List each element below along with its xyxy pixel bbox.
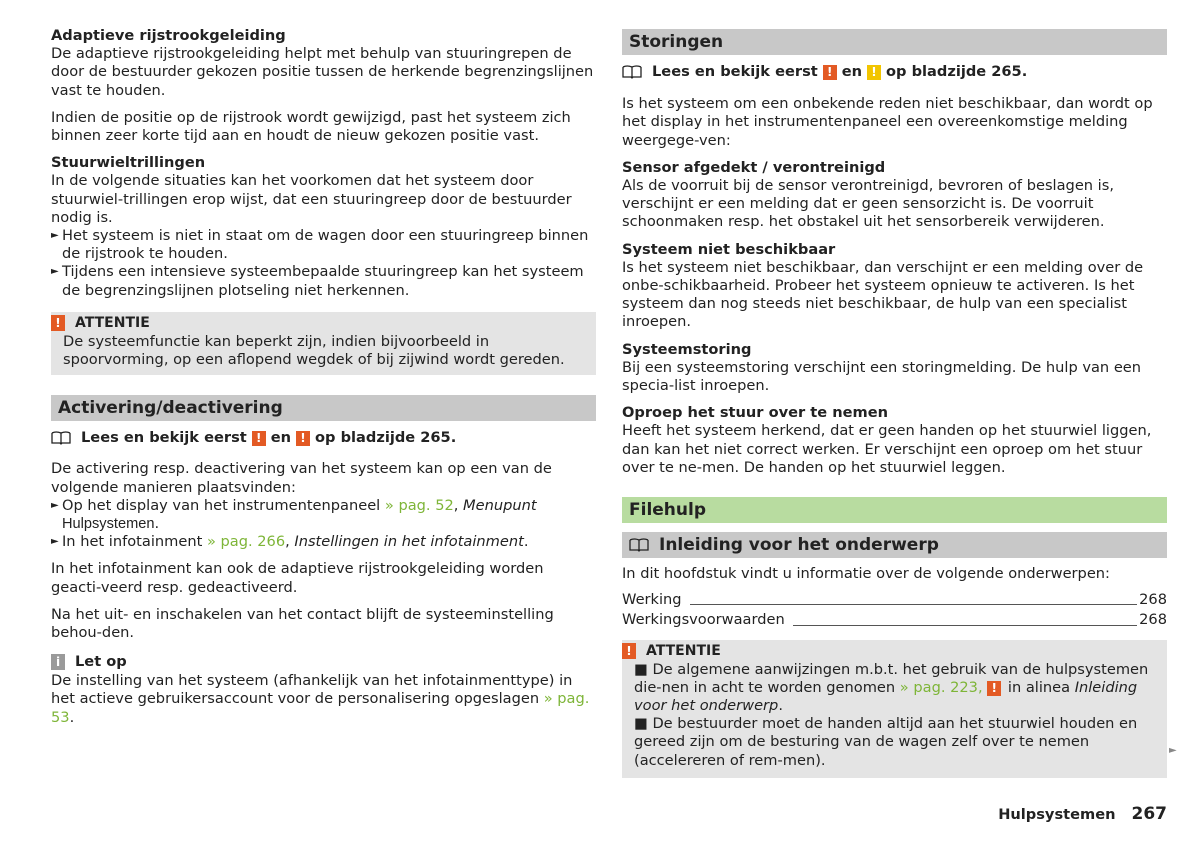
- paragraph: Na het uit- en inschakelen van het contact blijft de systeeminstelling behou-den.: [51, 605, 554, 642]
- warning-box: [622, 640, 1167, 778]
- heading-steering-vibration: Stuurwieltrillingen: [51, 154, 206, 172]
- toc-entry[interactable]: Werking 268: [622, 591, 1167, 609]
- paragraph: In de volgende situaties kan het voorkomen dat het systeem door stuurwiel-trillingen erop wijst, dat een stuuringreep door de bestuurder nodig is.: [51, 172, 572, 226]
- heading-system-fault: Systeemstoring: [622, 340, 752, 358]
- warning-icon: !: [51, 315, 65, 331]
- page-link[interactable]: » pag. 266: [206, 533, 286, 551]
- warning-icon: !: [296, 431, 310, 446]
- triangle-bullet-icon: ►: [51, 230, 59, 242]
- warning-body: [622, 661, 1167, 778]
- heading-take-over: Oproep het stuur over te nemen: [622, 404, 889, 422]
- book-icon: [51, 431, 71, 445]
- caution-icon: !: [867, 65, 881, 80]
- paragraph: Indien de positie op de rijstrook wordt gewijzigd, past het systeem zich binnen zeer korte tijd aan en houdt de nieuw gekozen positie vast.: [51, 108, 571, 145]
- page-link[interactable]: » pag. 223,: [899, 678, 983, 696]
- warning-box: [51, 312, 596, 375]
- warning-icon: !: [622, 643, 636, 659]
- chapter-name: Hulpsystemen: [998, 806, 1116, 823]
- heading-sensor: Sensor afgedekt / verontreinigd: [622, 158, 886, 176]
- right-column: [622, 29, 1167, 778]
- paragraph: Als de voorruit bij de sensor verontreinigd, bevroren of beslagen is, verschijnt er een melding dat er geen sensorzicht is. De voorruit schoonmaken resp. het obstakel uit het sensorbereik verwijderen.: [622, 177, 1114, 231]
- section-header-activation: Activering/deactivering: [51, 395, 596, 421]
- warning-item: ■ De algemene aanwijzingen m.b.t. het gebruik van de hulpsystemen die-nen in acht te worden genomen » pag. 223, ! in alinea Inleiding voor het onderwerp.: [634, 660, 1149, 715]
- list-item: ► Op het display van het instrumentenpaneel » pag. 52, Menupunt Hulpsystemen.: [51, 496, 537, 533]
- reference-line: Lees en bekijk eerst ! en ! op bladzijde 265.: [51, 429, 596, 447]
- note-header: i Let op: [51, 652, 596, 672]
- triangle-bullet-icon: ►: [51, 266, 59, 278]
- list-item: ► Het systeem is niet in staat om de wagen door een stuuringreep binnen de rijstrook te houden.: [51, 227, 589, 263]
- paragraph: In dit hoofdstuk vindt u informatie over de volgende onderwerpen:: [622, 565, 1110, 583]
- warning-header: ! ATTENTIE: [622, 641, 1167, 661]
- section-header-traffic-jam: Filehulp: [622, 497, 1167, 523]
- list-item: ► In het infotainment » pag. 266, Instellingen in het infotainment.: [51, 533, 529, 551]
- book-icon: [622, 65, 642, 79]
- warning-header: ! ATTENTIE: [51, 313, 596, 333]
- reference-line: Lees en bekijk eerst ! en ! op bladzijde 265.: [622, 63, 1167, 81]
- paragraph: Is het systeem niet beschikbaar, dan verschijnt er een melding over de onbe-schikbaarheid. Probeer het systeem opnieuw te activeren. Is het systeem dan nog steeds niet beschikbaar, de hulp van een specialist inroepen.: [622, 258, 1144, 331]
- continue-arrow-icon: ►: [1169, 745, 1177, 756]
- heading-adaptive-lane: Adaptieve rijstrookgeleiding: [51, 27, 286, 44]
- page-number: 267: [1131, 804, 1167, 824]
- warning-body: De systeemfunctie kan beperkt zijn, indien bijvoorbeeld in spoorvorming, op een aflopend wegdek of bij zijwind wordt gereden.: [63, 332, 565, 369]
- section-header-faults: Storingen: [622, 29, 1167, 55]
- page-link[interactable]: » pag. 52: [384, 496, 454, 514]
- warning-icon: !: [252, 431, 266, 446]
- paragraph: De activering resp. deactivering van het systeem kan op een van de volgende manieren plaatsvinden:: [51, 460, 552, 496]
- paragraph: Heeft het systeem herkend, dat er geen handen op het stuurwiel liggen, dan kan het niet correct werken. Er verschijnt een oproep om het stuur over te ne-men. De handen op het stuurwiel leggen.: [622, 422, 1152, 476]
- list-item: ► Tijdens een intensieve systeembepaalde stuuringreep kan het systeem de begrenzingslijnen plotseling niet herkennen.: [51, 263, 584, 299]
- note-body: De instelling van het systeem (afhankelijk van het infotainmenttype) in het actieve gebruikersaccount voor de personalisering opgeslagen » pag. 53.: [51, 672, 590, 726]
- warning-item: ■ De bestuurder moet de handen altijd aan het stuurwiel houden en gereed zijn om de besturing van de wagen zelf over te nemen (accelereren of rem-men).: [634, 715, 1138, 769]
- book-icon: [629, 538, 649, 552]
- warning-icon: !: [987, 681, 1001, 696]
- heading-not-available: Systeem niet beschikbaar: [622, 240, 836, 258]
- triangle-bullet-icon: ►: [51, 499, 59, 511]
- left-column: [51, 27, 596, 727]
- paragraph: Bij een systeemstoring verschijnt een storingmelding. De hulp van een specia-list inroepen.: [622, 358, 1142, 395]
- info-icon: i: [51, 654, 65, 670]
- paragraph: De adaptieve rijstrookgeleiding helpt met behulp van stuuringrepen de door de bestuurder gekozen positie tussen de herkende begrenzingslijnen vast te houden.: [51, 45, 594, 99]
- warning-icon: !: [823, 65, 837, 80]
- triangle-bullet-icon: ►: [51, 536, 59, 548]
- page-link[interactable]: » pag. 53: [51, 690, 590, 726]
- toc-entry[interactable]: Werkingsvoorwaarden 268: [622, 611, 1167, 629]
- section-header-intro: Inleiding voor het onderwerp: [622, 532, 1167, 558]
- paragraph: Is het systeem om een onbekende reden niet beschikbaar, dan wordt op het display in het instrumentenpaneel een overeenkomstige melding weergege-ven:: [622, 95, 1153, 149]
- paragraph: In het infotainment kan ook de adaptieve rijstrookgeleiding worden geacti-veerd resp. gedeactiveerd.: [51, 560, 544, 596]
- page-footer: [998, 804, 1167, 824]
